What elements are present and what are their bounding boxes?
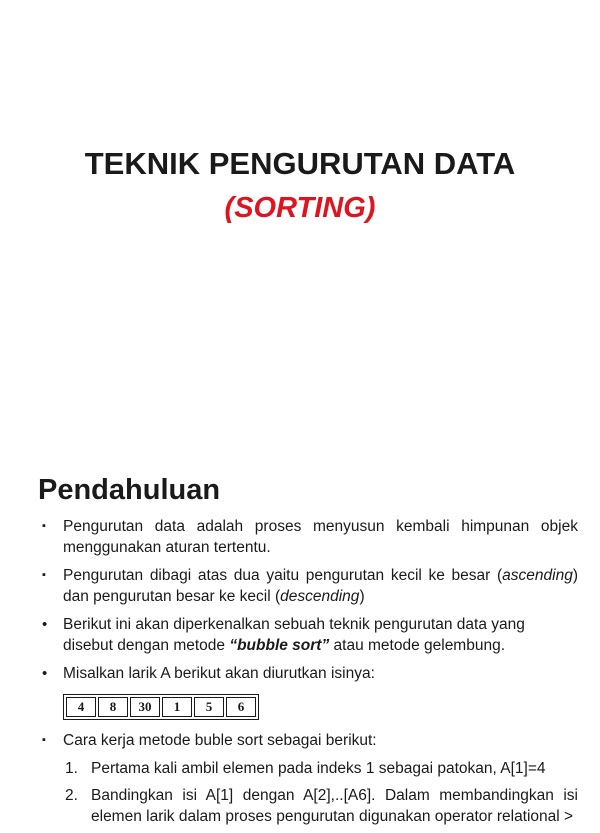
step-text: Pertama kali ambil elemen pada indeks 1 sebagai patokan, A[1]=4 [91, 760, 546, 777]
ascending-term: ascending [502, 567, 573, 584]
bullet-text-part: ) dan pengurutan besar ke kecil ( [63, 567, 578, 605]
array-cell: 6 [226, 697, 256, 717]
step-text: Bandingkan isi A[1] dengan A[2],..[A6]. Dalam membandingkan isi elemen larik dalam proses pengurutan digunakan operator relational > [91, 787, 578, 825]
dot-bullet-icon: • [42, 616, 48, 633]
dot-bullet-icon: • [42, 665, 48, 682]
step-number: 1. [65, 760, 78, 777]
step-item [65, 758, 578, 779]
array-cell: 8 [98, 697, 128, 717]
bullet-list [38, 516, 578, 833]
bullet-text-part: atau metode gelembung. [329, 637, 506, 654]
section-heading: Pendahuluan [38, 474, 221, 506]
array-cell: 30 [130, 697, 160, 717]
step-number: 2. [65, 787, 78, 804]
bullet-text: Cara kerja metode buble sort sebagai berikut: [63, 732, 377, 749]
bullet-item-types [38, 565, 578, 607]
step-item [65, 785, 578, 827]
bullet-item-bubble-sort [38, 614, 578, 656]
descending-term: descending [280, 588, 360, 605]
bullet-text-part: Berikut ini akan diperkenalkan sebuah teknik pengurutan data yang disebut dengan metode [63, 616, 525, 654]
square-bullet-icon: ▪ [42, 520, 46, 532]
array-cell: 5 [194, 697, 224, 717]
bullet-text-part: ) [359, 588, 365, 605]
bullet-item-array-intro [38, 663, 578, 684]
bullet-text-part: Pengurutan dibagi atas dua yaitu pengurutan kecil ke besar ( [63, 567, 503, 584]
array-box [63, 694, 259, 720]
bubble-sort-term: “bubble sort” [229, 637, 330, 654]
bullet-text: Misalkan larik A berikut akan diurutkan isinya: [63, 665, 375, 682]
bullet-item-definition [38, 516, 578, 558]
bullet-text: Pengurutan data adalah proses menyusun kembali himpunan objek menggunakan aturan tertentu. [63, 518, 578, 556]
steps-list [38, 758, 578, 827]
square-bullet-icon: ▪ [42, 569, 46, 581]
slide-subtitle: (SORTING) [224, 192, 376, 224]
bullet-item-steps [38, 730, 578, 751]
array-cell: 1 [162, 697, 192, 717]
square-bullet-icon: ▪ [42, 734, 46, 746]
slide-title: TEKNIK PENGURUTAN DATA [84, 146, 516, 181]
array-cell: 4 [66, 697, 96, 717]
array-figure [38, 694, 578, 720]
